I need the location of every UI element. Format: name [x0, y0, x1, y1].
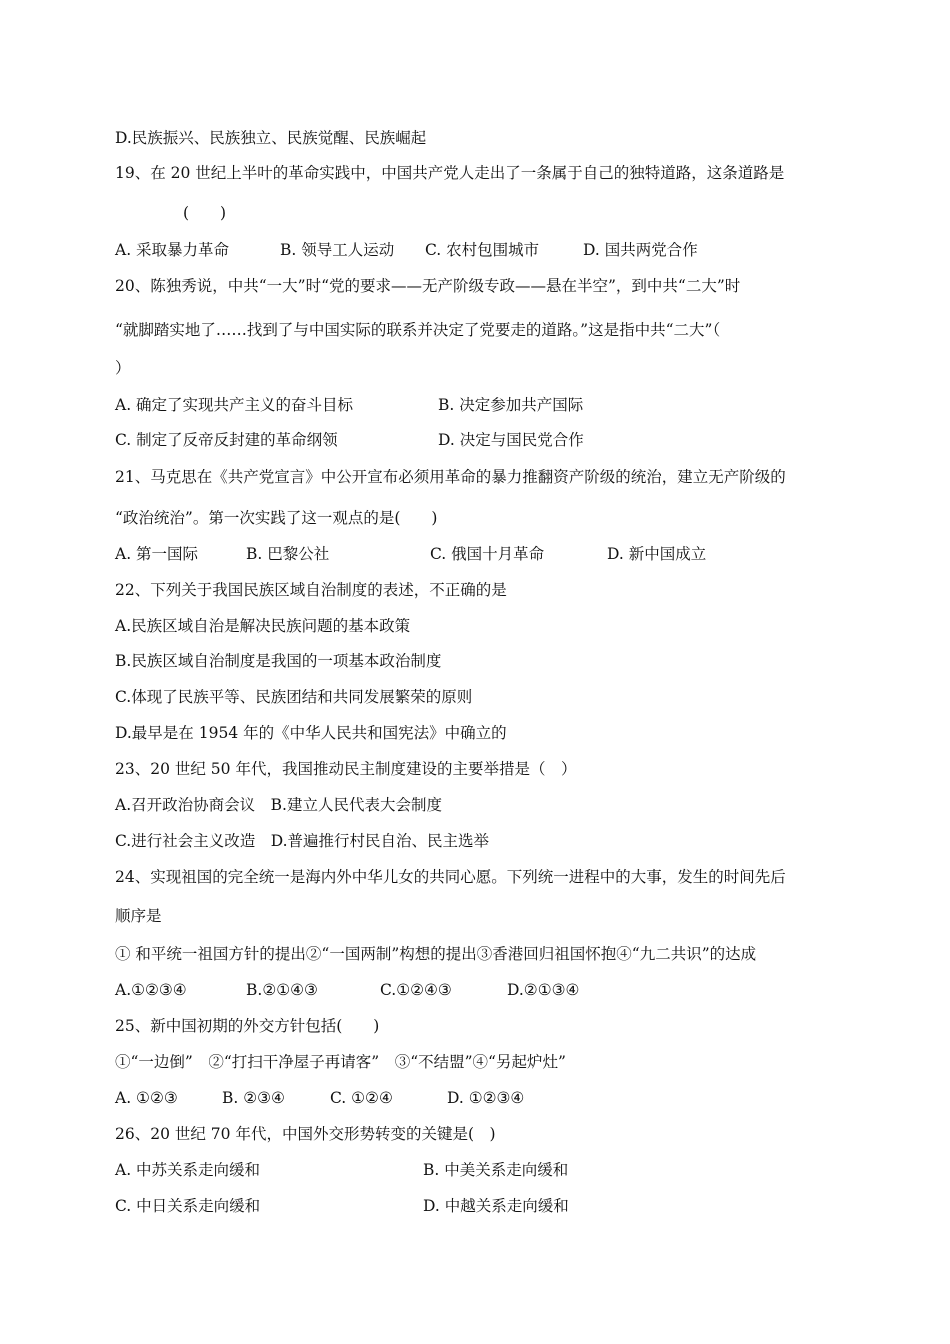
q19-answer-paren: ( ) [183, 204, 227, 222]
q24-option-b: B.②①④③ [246, 981, 318, 999]
q23-options-ab: A.召开政治协商会议 B.建立人民代表大会制度 [115, 796, 442, 814]
q21-option-a: A. 第一国际 [115, 545, 199, 563]
q20-stem-line2: “就脚踏实地了……找到了与中国实际的联系并决定了党要走的道路。”这是指中共“二大”（ [115, 321, 721, 339]
q21-option-d: D. 新中国成立 [607, 545, 707, 563]
q19-option-a: A. 采取暴力革命 [115, 241, 230, 259]
q25-option-b: B. ②③④ [222, 1089, 285, 1107]
q24-events: ① 和平统一祖国方针的提出②“一国两制”构想的提出③香港回归祖国怀抱④“九二共识”的达成 [115, 945, 757, 963]
q24-option-c: C.①②④③ [380, 981, 452, 999]
q25-option-c: C. ①②④ [330, 1089, 393, 1107]
q26-option-b: B. 中美关系走向缓和 [423, 1161, 569, 1179]
q20-stem-line1: 20、陈独秀说，中共“一大”时“党的要求——无产阶级专政——悬在半空”，到中共“二大”时 [115, 277, 741, 295]
q25-option-d: D. ①②③④ [447, 1089, 525, 1107]
q19-option-d: D. 国共两党合作 [583, 241, 698, 259]
q20-option-b: B. 决定参加共产国际 [438, 396, 584, 414]
q21-option-b: B. 巴黎公社 [246, 545, 330, 563]
q22-option-c: C.体现了民族平等、民族团结和共同发展繁荣的原则 [115, 688, 473, 706]
q26-option-c: C. 中日关系走向缓和 [115, 1197, 261, 1215]
q19-option-b: B. 领导工人运动 [280, 241, 395, 259]
q22-stem: 22、下列关于我国民族区域自治制度的表述，不正确的是 [115, 581, 507, 599]
q18-option-d: D.民族振兴、民族独立、民族觉醒、民族崛起 [115, 129, 427, 147]
q20-option-c: C. 制定了反帝反封建的革命纲领 [115, 431, 338, 449]
q22-option-b: B.民族区域自治制度是我国的一项基本政治制度 [115, 652, 442, 670]
q24-option-d: D.②①③④ [507, 981, 580, 999]
q21-option-c: C. 俄国十月革命 [430, 545, 545, 563]
q22-option-d: D.最早是在 1954 年的《中华人民共和国宪法》中确立的 [115, 724, 507, 742]
q19-option-c: C. 农村包围城市 [425, 241, 540, 259]
q20-option-d: D. 决定与国民党合作 [438, 431, 584, 449]
q21-stem-line1: 21、马克思在《共产党宣言》中公开宣布必须用革命的暴力推翻资产阶级的统治，建立无产阶级的 [115, 468, 786, 486]
q23-options-cd: C.进行社会主义改造 D.普遍推行村民自治、民主选举 [115, 832, 490, 850]
q25-option-a: A. ①②③ [115, 1089, 178, 1107]
q24-option-a: A.①②③④ [115, 981, 187, 999]
q24-stem-line2: 顺序是 [115, 907, 162, 925]
q25-items: ①“一边倒” ②“打扫干净屋子再请客” ③“不结盟”④“另起炉灶” [115, 1053, 566, 1071]
q20-stem-line3: ） [115, 359, 131, 377]
q26-stem: 26、20 世纪 70 年代，中国外交形势转变的关键是( ) [115, 1125, 496, 1143]
q25-stem: 25、新中国初期的外交方针包括( ) [115, 1017, 380, 1035]
q26-option-d: D. 中越关系走向缓和 [423, 1197, 569, 1215]
q23-stem: 23、20 世纪 50 年代，我国推动民主制度建设的主要举措是（ ） [115, 760, 577, 778]
q21-stem-line2: “政治统治”。第一次实践了这一观点的是( ) [115, 509, 438, 527]
q20-option-a: A. 确定了实现共产主义的奋斗目标 [115, 396, 354, 414]
q22-option-a: A.民族区域自治是解决民族问题的基本政策 [115, 617, 411, 635]
q24-stem-line1: 24、实现祖国的完全统一是海内外中华儿女的共同心愿。下列统一进程中的大事，发生的时间先后 [115, 868, 786, 886]
q19-stem: 19、在 20 世纪上半叶的革命实践中，中国共产党人走出了一条属于自己的独特道路，这条道路是 [115, 164, 785, 182]
q26-option-a: A. 中苏关系走向缓和 [115, 1161, 261, 1179]
